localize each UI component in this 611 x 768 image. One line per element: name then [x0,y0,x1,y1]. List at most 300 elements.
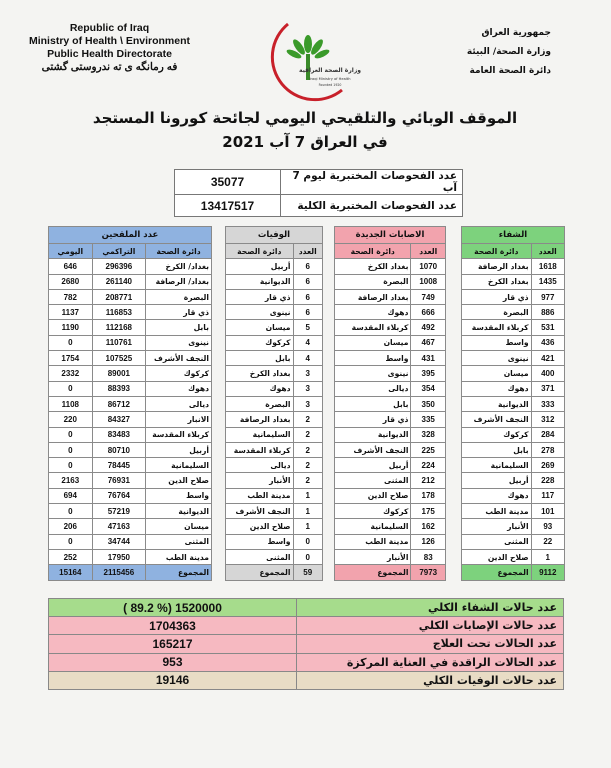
total-row [335,565,446,580]
table-row [49,259,212,274]
summary-label: عدد حالات الوفيات الكلي [297,671,564,689]
cell-province: ميسان [146,519,212,534]
cell-number: 117 [531,488,564,503]
cell-number: 225 [411,442,446,457]
vaccinated-table [48,226,212,581]
cell-province: بغداد الرصافة [226,412,294,427]
cell-province: ميسان [335,335,411,350]
cell-number: 333 [531,396,564,411]
cell-province: أربيل [146,442,212,457]
header-line: Ministry of Health \ Environment [28,35,191,47]
table-row [226,442,323,457]
cell-number: 22 [531,534,564,549]
table-row [462,458,565,473]
cell-number: 178 [411,488,446,503]
cell-number: 0 [49,534,93,549]
cell-number: 2 [293,412,322,427]
cell-province: ذي قار [146,305,212,320]
cell-number: 76764 [92,488,146,503]
table-row [226,412,323,427]
total-row [226,565,323,580]
table-row [335,549,446,564]
cell-number: 1754 [49,351,93,366]
cell-province: النجف الأشرف [462,412,532,427]
table-row [462,396,565,411]
cell-number: 34744 [92,534,146,549]
table-row [226,473,323,488]
total-value: 9112 [531,565,564,580]
cell-number: 1 [293,519,322,534]
table-row [335,335,446,350]
summary-label: عدد حالات الإصابات الكلي [297,617,564,635]
table-row [226,259,323,274]
total-value: 59 [293,565,322,580]
cell-province: بغداد الرصافة [462,259,532,274]
cell-province: السليمانية [462,458,532,473]
cell-province: بابل [146,320,212,335]
table-row [335,381,446,396]
cell-number: 284 [531,427,564,442]
title-line-1: الموقف الوبائي والتلقيحي اليومي لجائحة كورونا المستجد [92,109,518,127]
cell-province: كركوك [335,504,411,519]
cell-number: 0 [49,381,93,396]
cell-province: المثنى [335,473,411,488]
cell-province: كركوك [226,335,294,350]
lab-tests-table [174,169,463,217]
table-row [335,320,446,335]
cell-province: ذي قار [226,289,294,304]
table-title-row [49,227,212,244]
cell-province: ديالى [146,396,212,411]
cell-number: 2332 [49,366,93,381]
total-value: 7973 [411,565,446,580]
logo-text: وزارة الصحة العراقية [298,67,362,74]
table-row [462,351,565,366]
cell-number: 84327 [92,412,146,427]
summary-value: 953 [49,653,297,671]
arabic-header [467,24,551,81]
cell-number: 1 [293,488,322,503]
cell-number: 224 [411,458,446,473]
table-row [49,473,212,488]
cell-number: 782 [49,289,93,304]
table-row [462,473,565,488]
cell-number: 421 [531,351,564,366]
cell-province: نينوى [462,351,532,366]
cell-province: المثنى [226,549,294,564]
cell-number: 694 [49,488,93,503]
cell-number: 208771 [92,289,146,304]
summary-label: عدد الحالات تحت العلاج [297,635,564,653]
cell-number: 1070 [411,259,446,274]
table-row [462,504,565,519]
table-row [226,351,323,366]
cell-province: الأنبار [226,473,294,488]
logo-text: Iraqi Ministry of Health [309,77,351,81]
cell-number: 0 [293,549,322,564]
cell-province: نينوى [146,335,212,350]
cell-province: أربيل [462,473,532,488]
ministry-logo [258,12,368,102]
cell-number: 6 [293,289,322,304]
table-row [462,427,565,442]
table-row [226,458,323,473]
table-row [462,259,565,274]
table-row [335,427,446,442]
cell-province: صلاح الدين [226,519,294,534]
cell-province: بغداد الكرخ [462,274,532,289]
cell-province: مدينة الطب [335,534,411,549]
summary-value: ( 89.2 %) 1520000 [49,599,297,617]
cell-number: 4 [293,351,322,366]
recovered-table [461,226,565,581]
cell-province: الديوانية [462,396,532,411]
cell-province: دهوك [335,305,411,320]
cell-province: الأنبار [335,549,411,564]
cell-number: 350 [411,396,446,411]
cell-province: بابل [335,396,411,411]
total-row [462,565,565,580]
total-row [49,565,212,580]
new-cases-table [334,226,446,581]
table-row [226,427,323,442]
header-line: جمهورية العراق [481,28,551,38]
table-row [226,549,323,564]
cell-number: 400 [531,366,564,381]
cell-province: الأنبار [462,519,532,534]
table-row [462,442,565,457]
cell-province: ميسان [462,366,532,381]
header-line: Republic of Iraq [69,22,150,34]
table-header-row [462,244,565,259]
table-row [335,534,446,549]
table-row [49,534,212,549]
cell-province: البصرة [226,396,294,411]
cell-province: كركوك [462,427,532,442]
cell-province: واسط [462,335,532,350]
cell-number: 162 [411,519,446,534]
cell-number: 220 [49,412,93,427]
cell-province: كركوك [146,366,212,381]
table-row [462,366,565,381]
cell-province: واسط [335,351,411,366]
cell-province: ذي قار [462,289,532,304]
total-label: المجموع [335,565,411,580]
table-row [462,320,565,335]
column-header: العدد [411,244,446,259]
table-row [49,458,212,473]
table-row [335,458,446,473]
table-row [226,289,323,304]
cell-province: ذي قار [335,412,411,427]
table-row [462,519,565,534]
table-row [49,351,212,366]
total-value: 15164 [49,565,93,580]
table-row [462,335,565,350]
table-row [335,366,446,381]
cell-number: 76931 [92,473,146,488]
summary-table [48,598,564,690]
table-row [226,519,323,534]
cell-number: 3 [293,396,322,411]
header-line: Public Health Directorate [47,48,172,60]
table-header-row [226,244,323,259]
table-row [49,381,212,396]
cell-province: دهوك [146,381,212,396]
cell-province: ميسان [226,320,294,335]
total-label: المجموع [226,565,294,580]
cell-number: 107525 [92,351,146,366]
cell-province: نينوى [226,305,294,320]
table-row [49,274,212,289]
table-row [226,396,323,411]
column-header: اليومي [49,244,93,259]
summary-label: عدد الحالات الراقدة في العناية المركزة [297,653,564,671]
cell-number: 1618 [531,259,564,274]
column-header: العدد [293,244,322,259]
cell-number: 17950 [92,549,146,564]
cell-province: السليمانية [146,458,212,473]
total-tests-label: عدد الفحوصات المختبرية الكلية [281,195,463,217]
table-row [49,442,212,457]
table-row [226,320,323,335]
cell-number: 749 [411,289,446,304]
cell-number: 3 [293,381,322,396]
table-title-row [226,227,323,244]
cell-province: مدينة الطب [462,504,532,519]
cell-number: 78445 [92,458,146,473]
deaths-title: الوفيات [226,227,323,244]
recovered-title: الشفاء [462,227,565,244]
summary-row [49,599,564,617]
cell-province: الانبار [146,412,212,427]
cell-number: 86712 [92,396,146,411]
table-row [335,473,446,488]
cell-number: 1108 [49,396,93,411]
cell-province: مدينة الطب [226,488,294,503]
cell-number: 93 [531,519,564,534]
table-row [226,305,323,320]
table-row [49,412,212,427]
table-row [226,335,323,350]
table-row [335,274,446,289]
cell-province: دهوك [226,381,294,396]
cell-number: 88393 [92,381,146,396]
cell-number: 101 [531,504,564,519]
cell-number: 261140 [92,274,146,289]
cell-province: ديالى [226,458,294,473]
summary-row [49,635,564,653]
total-value: 2115456 [92,565,146,580]
cell-province: المثنى [462,534,532,549]
cell-number: 5 [293,320,322,335]
cell-number: 886 [531,305,564,320]
cell-number: 2163 [49,473,93,488]
cell-number: 436 [531,335,564,350]
cell-province: ديالى [335,381,411,396]
column-header: دائرة الصحة [335,244,411,259]
cell-number: 0 [293,534,322,549]
table-row [226,488,323,503]
cell-province: نينوى [335,366,411,381]
table-row [462,289,565,304]
cell-province: الديوانية [335,427,411,442]
table-row [226,381,323,396]
cell-province: بغداد الكرخ [335,259,411,274]
cell-number: 0 [49,504,93,519]
cell-number: 2 [293,458,322,473]
daily-tests-value: 35077 [175,170,281,195]
cell-number: 1008 [411,274,446,289]
cell-number: 112168 [92,320,146,335]
cell-province: المثنى [146,534,212,549]
column-header: التراكمي [92,244,146,259]
header-line: فه رمانگه ى ته ندروستى گشتى [41,61,178,73]
cell-number: 1 [531,549,564,564]
table-title-row [335,227,446,244]
table-row [335,412,446,427]
cell-number: 175 [411,504,446,519]
cell-province: الديوانية [226,274,294,289]
cell-number: 57219 [92,504,146,519]
cell-province: واسط [226,534,294,549]
cell-province: بغداد/ الكرخ [146,259,212,274]
cell-number: 335 [411,412,446,427]
table-row [335,442,446,457]
table-row [49,504,212,519]
cell-province: بغداد الكرخ [226,366,294,381]
total-tests-value: 13417517 [175,195,281,217]
column-header: دائرة الصحة [462,244,532,259]
cell-number: 89001 [92,366,146,381]
table-row [49,427,212,442]
cell-number: 269 [531,458,564,473]
cell-province: بغداد الرصافة [335,289,411,304]
table-row [226,534,323,549]
cell-number: 0 [49,442,93,457]
table-row [49,305,212,320]
table-row [226,274,323,289]
summary-label: عدد حالات الشفاء الكلي [297,599,564,617]
cell-number: 296396 [92,259,146,274]
cell-number: 116853 [92,305,146,320]
cell-number: 83 [411,549,446,564]
table-row [335,289,446,304]
cell-number: 666 [411,305,446,320]
cell-number: 2680 [49,274,93,289]
cell-province: واسط [146,488,212,503]
cell-province: كربلاء المقدسة [335,320,411,335]
cell-province: مدينة الطب [146,549,212,564]
cell-province: السليمانية [335,519,411,534]
cell-province: النجف الأشرف [226,504,294,519]
table-header-row [335,244,446,259]
cell-number: 431 [411,351,446,366]
table-row [49,320,212,335]
cell-number: 1 [293,504,322,519]
cell-province: بغداد/ الرصافة [146,274,212,289]
table-row [462,534,565,549]
table-row [335,305,446,320]
table-row [49,396,212,411]
cell-number: 467 [411,335,446,350]
table-row [49,289,212,304]
header-line: دائرة الصحة العامة [469,66,551,76]
cell-number: 2 [293,473,322,488]
cell-province: كربلاء المقدسة [462,320,532,335]
table-row [462,274,565,289]
total-label: المجموع [146,565,212,580]
cell-number: 0 [49,335,93,350]
cell-number: 1190 [49,320,93,335]
logo-text: Founded 1920 [318,83,342,87]
cell-province: بابل [226,351,294,366]
cell-number: 252 [49,549,93,564]
cell-province: بابل [462,442,532,457]
cell-province: أربيل [226,259,294,274]
title-line-2: في العراق 7 آب 2021 [222,133,388,151]
vaccinated-title: عدد الملقحين [49,227,212,244]
cell-province: البصرة [335,274,411,289]
report-title [90,106,520,154]
cell-province: دهوك [462,381,532,396]
table-row [335,504,446,519]
cell-province: دهوك [462,488,532,503]
cell-number: 1137 [49,305,93,320]
cell-number: 6 [293,274,322,289]
cell-number: 312 [531,412,564,427]
table-row [462,549,565,564]
table-row [335,351,446,366]
cell-number: 80710 [92,442,146,457]
table-row [335,519,446,534]
cell-number: 395 [411,366,446,381]
table-row [49,519,212,534]
table-row [175,170,463,195]
table-row [335,259,446,274]
summary-value: 1704363 [49,617,297,635]
column-header: دائرة الصحة [226,244,294,259]
cell-number: 126 [411,534,446,549]
table-row [335,396,446,411]
cell-province: أربيل [335,458,411,473]
cell-number: 0 [49,427,93,442]
table-row [462,305,565,320]
cell-province: كربلاء المقدسة [226,442,294,457]
table-row [462,381,565,396]
cell-number: 6 [293,305,322,320]
cell-province: صلاح الدين [462,549,532,564]
cell-number: 1435 [531,274,564,289]
table-header-row [49,244,212,259]
column-header: دائرة الصحة [146,244,212,259]
summary-row [49,653,564,671]
cell-province: النجف الأشرف [146,351,212,366]
cell-number: 531 [531,320,564,335]
cell-province: البصرة [462,305,532,320]
column-header: العدد [531,244,564,259]
cell-number: 3 [293,366,322,381]
table-row [226,504,323,519]
cell-number: 328 [411,427,446,442]
cell-province: صلاح الدين [335,488,411,503]
table-row [462,488,565,503]
cell-number: 83483 [92,427,146,442]
cell-number: 646 [49,259,93,274]
header-line: وزارة الصحة/ البيئة [466,47,551,57]
summary-value: 19146 [49,671,297,689]
english-header [22,22,197,74]
